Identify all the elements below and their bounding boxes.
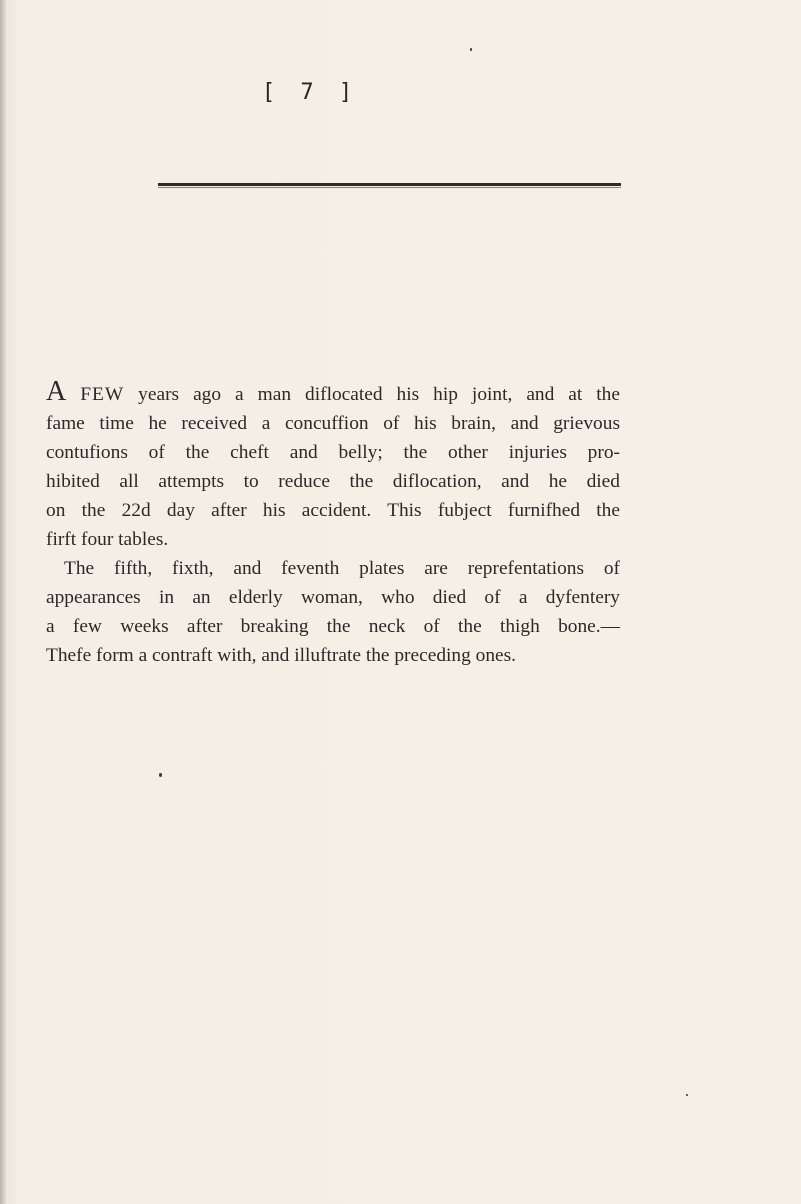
text-line-7: The fifth, fixth, and feventh plates are reprefentations of [64,558,620,579]
text-line-1 [46,376,620,409]
page-number: [ 7 ] [261,80,359,105]
text-line-2: fame time he received a concuffion of his brain, and grievous [46,413,620,434]
ink-speck [686,1094,688,1096]
ink-speck [470,48,472,51]
page-gutter [0,0,6,1204]
text-line-3: contufions of the cheft and belly; the other injuries pro- [46,442,620,463]
text-line-6: firft four tables. [46,529,169,550]
text-line-10: Thefe form a contraft with, and illuftrate the preceding ones. [46,645,517,666]
ink-speck [159,773,162,777]
text-line-8: appearances in an elderly woman, who died of a dyfentery [46,587,620,608]
text-line-4: hibited all attempts to reduce the diflocation, and he died [46,471,620,492]
text-line-1-rest: years ago a man diflocated his hip joint, and at the [124,384,620,405]
opening-word: FEW [80,384,125,405]
drop-cap: A [46,376,67,407]
body-text [46,376,620,670]
text-line-9: a few weeks after breaking the neck of the thigh bone.— [46,616,620,637]
header-rule [158,183,621,186]
header-rule-thin [158,187,621,188]
text-line-5: on the 22d day after his accident. This fubject furnifhed the [46,500,620,521]
